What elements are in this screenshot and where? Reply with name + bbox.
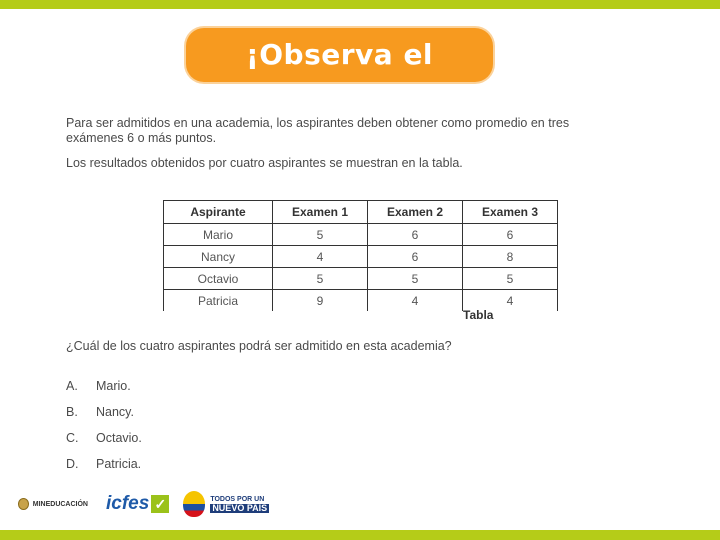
table-row: [164, 224, 558, 246]
problem-paragraph-2: Los resultados obtenidos por cuatro aspirantes se muestran en la tabla.: [66, 156, 463, 170]
icfes-label: icfes: [106, 493, 150, 514]
option-text: Mario.: [96, 379, 131, 393]
table-cell: 6: [463, 224, 558, 246]
colombia-flag-icon: [183, 491, 205, 517]
table-row: [164, 246, 558, 268]
table-cell: Octavio: [164, 268, 273, 290]
option-letter: D.: [66, 457, 79, 471]
table-cell: Mario: [164, 224, 273, 246]
table-cell: 6: [368, 246, 463, 268]
table-cell: 5: [273, 268, 368, 290]
mineducacion-logo: [18, 498, 88, 510]
banner-title: ¡Observa el ejemplo!: [245, 38, 434, 125]
table-cell: 5: [368, 268, 463, 290]
table-caption: Tabla: [463, 308, 494, 322]
table-header-cell: Examen 1: [273, 201, 368, 224]
table-header-row: [164, 201, 558, 224]
option-letter: B.: [66, 405, 78, 419]
option-letter: C.: [66, 431, 79, 445]
nuevo-pais-text: [210, 495, 269, 514]
results-table: [163, 200, 558, 311]
table-cell: 5: [463, 268, 558, 290]
problem-paragraph-1: Para ser admitidos en una academia, los aspirantes deben obtener como promedio en tres exámenes 6 o más puntos.: [66, 116, 570, 145]
problem-statement: [66, 116, 626, 181]
mineducacion-label: MINEDUCACIÓN: [32, 500, 88, 508]
table-cell: Nancy: [164, 246, 273, 268]
option-b[interactable]: [66, 405, 142, 431]
top-accent-bar: [0, 0, 720, 9]
icfes-logo: [106, 493, 169, 515]
table-cell: 8: [463, 246, 558, 268]
option-a[interactable]: [66, 379, 142, 405]
table-cell: 4: [463, 290, 558, 312]
option-text: Patricia.: [96, 457, 142, 471]
table-header-cell: Examen 3: [463, 201, 558, 224]
table-cell: 6: [368, 224, 463, 246]
title-banner: [186, 28, 493, 125]
table-row: [164, 268, 558, 290]
nuevo-pais-logo: [183, 491, 269, 517]
nuevo-pais-line1: TODOS POR UN: [210, 495, 265, 503]
option-c[interactable]: [66, 431, 142, 457]
question-text: ¿Cuál de los cuatro aspirantes podrá ser admitido en esta academia?: [66, 339, 452, 353]
table-cell: 9: [273, 290, 368, 312]
answer-options: [66, 379, 142, 483]
table-cell: 4: [368, 290, 463, 312]
option-text: Octavio.: [96, 431, 142, 445]
check-icon: ✓: [151, 495, 169, 513]
nuevo-pais-line2: NUEVO PAÍS: [212, 502, 268, 513]
footer-logos: [18, 484, 269, 524]
seal-icon: [18, 498, 29, 510]
table-cell: 4: [273, 246, 368, 268]
table-cell: Patricia: [164, 290, 273, 312]
table-row: [164, 290, 558, 312]
table-header-cell: Examen 2: [368, 201, 463, 224]
option-text: Nancy.: [96, 405, 134, 419]
option-d[interactable]: [66, 457, 142, 483]
bottom-accent-bar: [0, 530, 720, 540]
table-header-cell: Aspirante: [164, 201, 273, 224]
option-letter: A.: [66, 379, 78, 393]
table-cell: 5: [273, 224, 368, 246]
